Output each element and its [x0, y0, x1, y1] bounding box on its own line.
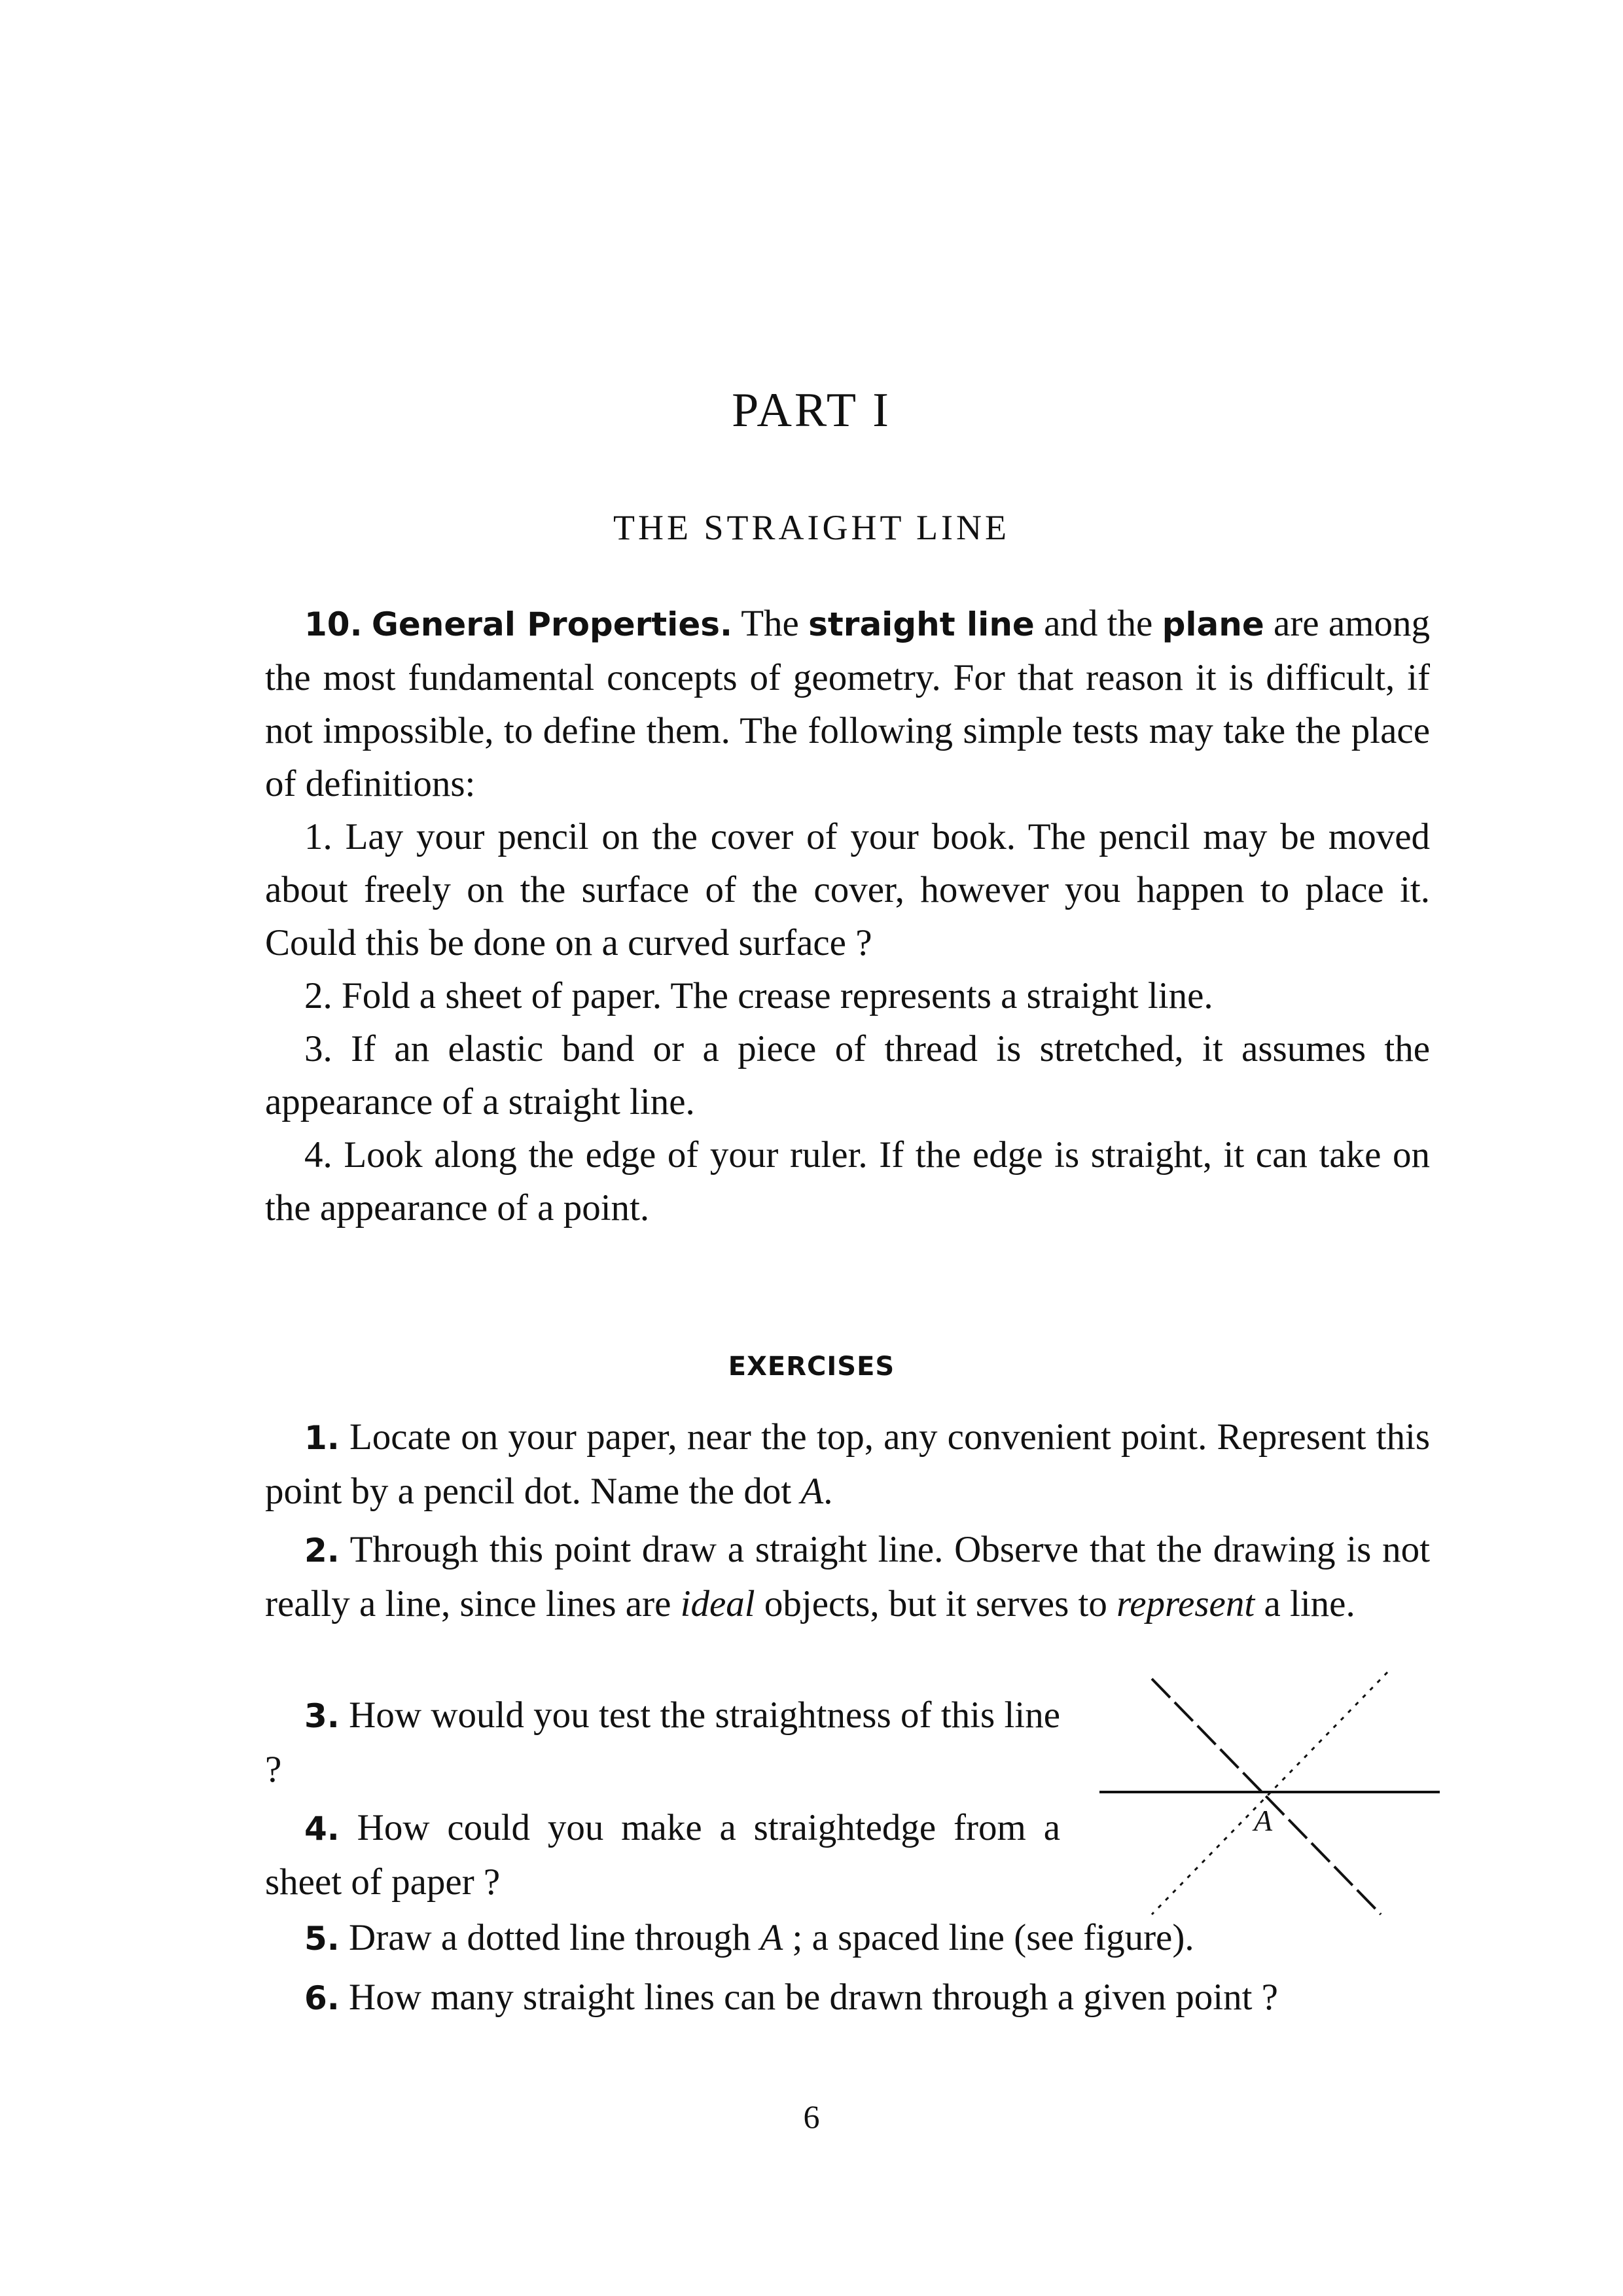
exercise-2	[265, 1523, 1430, 1630]
exercise-2-italic-ideal: ideal	[680, 1583, 755, 1624]
page-number: 6	[803, 2098, 820, 2135]
exercise-5-text: Draw a dotted line through	[349, 1917, 751, 1958]
exercise-6-text: How many straight lines can be drawn through a given point ?	[349, 1977, 1278, 2018]
exercise-1-text-end: .	[823, 1471, 833, 1512]
exercise-3-text: How would you test the straightness of this line ?	[265, 1695, 1061, 1790]
exercise-5-number: 5.	[304, 1920, 340, 1958]
test-item-2: 2. Fold a sheet of paper. The crease represents a straight line.	[304, 975, 1213, 1016]
exercise-3	[265, 1689, 1060, 1796]
exercise-list-top	[265, 1410, 1430, 1630]
exercise-4-text: How could you make a straightedge from a sheet of paper ?	[265, 1807, 1060, 1903]
test-item-1: 1. Lay your pencil on the cover of your book. The pencil may be moved about freely on the surface of the cover, however you happen to place it. Could this be done on a curved surface ?	[265, 816, 1430, 963]
exercise-1-text: Locate on your paper, near the top, any convenient point. Represent this point by a pencil dot. Name the dot	[265, 1416, 1430, 1512]
section-intro	[265, 597, 1430, 810]
test-item-3: 3. If an elastic band or a piece of thread is stretched, it assumes the appearance of a straight line.	[265, 1028, 1430, 1122]
point-label-a: A	[1254, 1804, 1273, 1837]
section-heading: General Properties.	[371, 605, 732, 643]
exercise-2-number: 2.	[304, 1532, 340, 1570]
exercise-1-number: 1.	[304, 1419, 340, 1457]
exercise-6-number: 6.	[304, 1979, 340, 2017]
exercise-5-text-end: ; a spaced line (see figure).	[792, 1917, 1194, 1958]
exercise-1-italic: A	[800, 1471, 824, 1512]
spaced-line	[1152, 1679, 1381, 1914]
section-intro-text-1: The	[741, 603, 799, 644]
exercises-heading: EXERCISES	[728, 1352, 895, 1382]
exercise-2-italic-represent: represent	[1116, 1583, 1255, 1624]
exercise-list-beside-figure	[265, 1689, 1060, 1909]
exercise-4	[265, 1801, 1060, 1909]
lines-through-point-figure	[1099, 1666, 1440, 1918]
term-straight-line: straight line	[808, 605, 1035, 643]
chapter-title: THE STRAIGHT LINE	[613, 508, 1010, 547]
section-intro-text-3: are among the most fundamental concepts of geometry. For that reason it is difficult, if not impossible, to define them. The following simple tests may take the place of definitions:	[265, 603, 1430, 804]
part-title: PART I	[732, 384, 891, 437]
term-plane: plane	[1162, 605, 1264, 643]
test-item-4: 4. Look along the edge of your ruler. If the edge is straight, it can take on the appearance of a point.	[265, 1134, 1430, 1229]
exercise-2-text-end: a line.	[1264, 1583, 1355, 1624]
section-intro-text-2: and the	[1044, 603, 1153, 644]
exercise-2-text-mid: objects, but it serves to	[764, 1583, 1107, 1624]
exercise-list-bottom	[265, 1911, 1430, 2025]
exercise-2-text: Through this point draw a straight line. Observe that the drawing is not really a line, since lines are	[265, 1529, 1430, 1624]
exercise-5	[265, 1911, 1430, 1965]
exercise-6	[265, 1971, 1430, 2025]
exercise-4-number: 4.	[304, 1810, 340, 1848]
exercise-3-number: 3.	[304, 1697, 340, 1735]
section-text	[265, 597, 1430, 1234]
section-number: 10.	[304, 605, 363, 643]
exercise-5-italic: A	[760, 1917, 783, 1958]
exercise-1	[265, 1410, 1430, 1518]
